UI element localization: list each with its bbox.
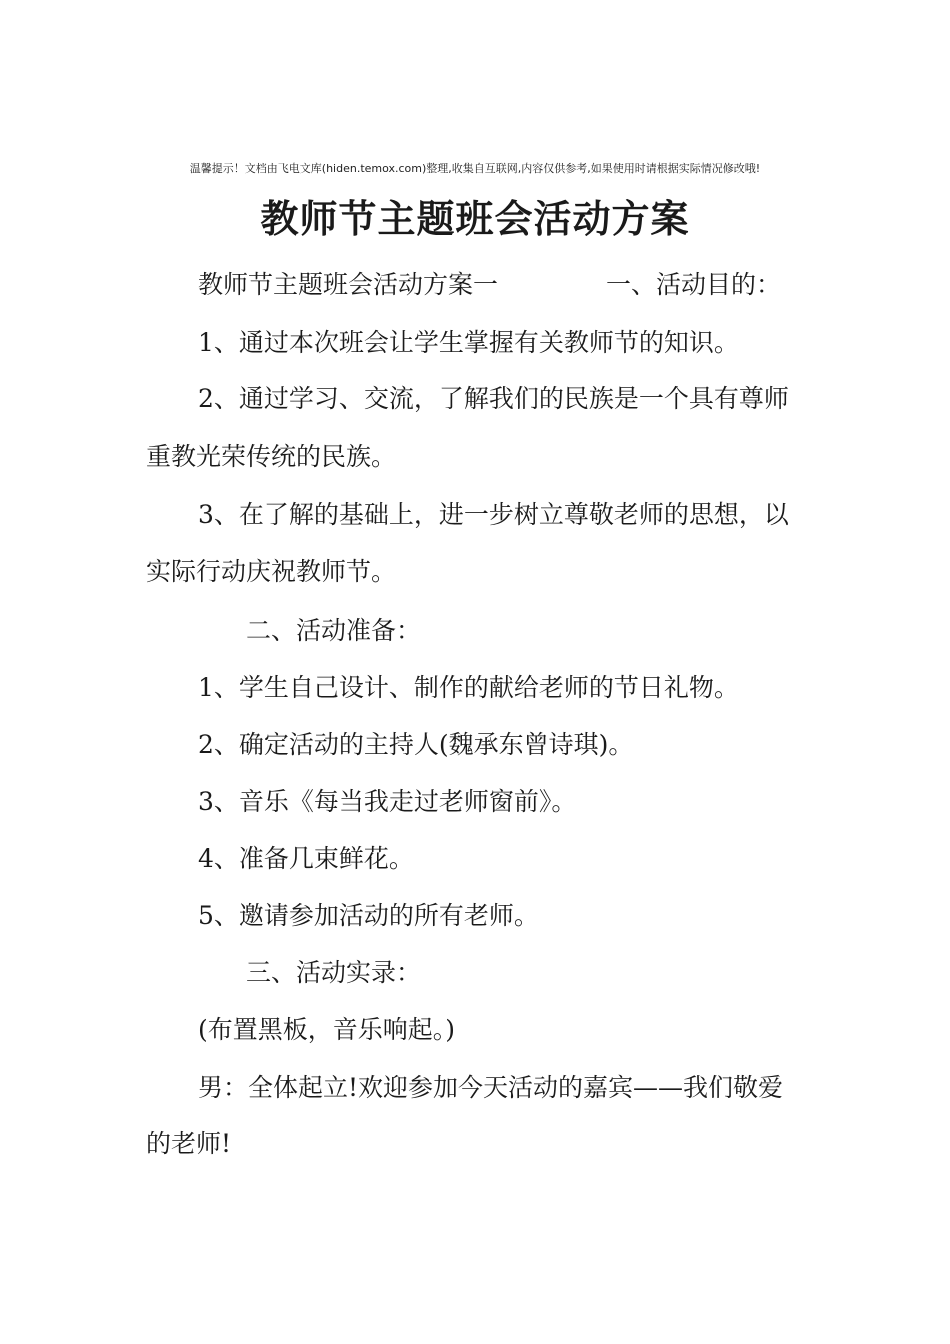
paragraph-line: 1、通过本次班会让学生掌握有关教师节的知识。 xyxy=(198,328,739,357)
header-notice: 温馨提示！文档由飞电文库(hiden.temox.com)整理,收集自互联网,内容仅供参考,如果使用时请根据实际情况修改哦! xyxy=(189,162,761,175)
paragraph-line: 3、音乐《每当我走过老师窗前》。 xyxy=(198,787,577,816)
paragraph-line: 1、学生自己设计、制作的献给老师的节日礼物。 xyxy=(198,673,739,702)
section-heading-purpose: 一、活动目的： xyxy=(606,270,782,299)
paragraph-line: 2、通过学习、交流，了解我们的民族是一个具有尊师 xyxy=(198,384,789,413)
document-title: 教师节主题班会活动方案 xyxy=(260,196,690,241)
paragraph-line: 实际行动庆祝教师节。 xyxy=(146,557,397,586)
paragraph-line: 重教光荣传统的民族。 xyxy=(146,442,397,471)
paragraph-line: (布置黑板，音乐响起。) xyxy=(198,1015,456,1044)
paragraph-line: 3、在了解的基础上，进一步树立尊敬老师的思想，以 xyxy=(198,500,789,529)
paragraph-line-intro: 教师节主题班会活动方案一 xyxy=(198,270,499,299)
paragraph-line: 男：全体起立!欢迎参加今天活动的嘉宾——我们敬爱 xyxy=(198,1073,784,1102)
paragraph-line: 4、准备几束鲜花。 xyxy=(198,844,414,873)
paragraph-line: 5、邀请参加活动的所有老师。 xyxy=(198,901,539,930)
section-heading-record: 三、活动实录： xyxy=(246,958,422,987)
section-heading-preparation: 二、活动准备： xyxy=(246,616,422,645)
paragraph-line: 2、确定活动的主持人(魏承东曾诗琪)。 xyxy=(198,730,634,759)
paragraph-line: 的老师! xyxy=(146,1129,232,1158)
